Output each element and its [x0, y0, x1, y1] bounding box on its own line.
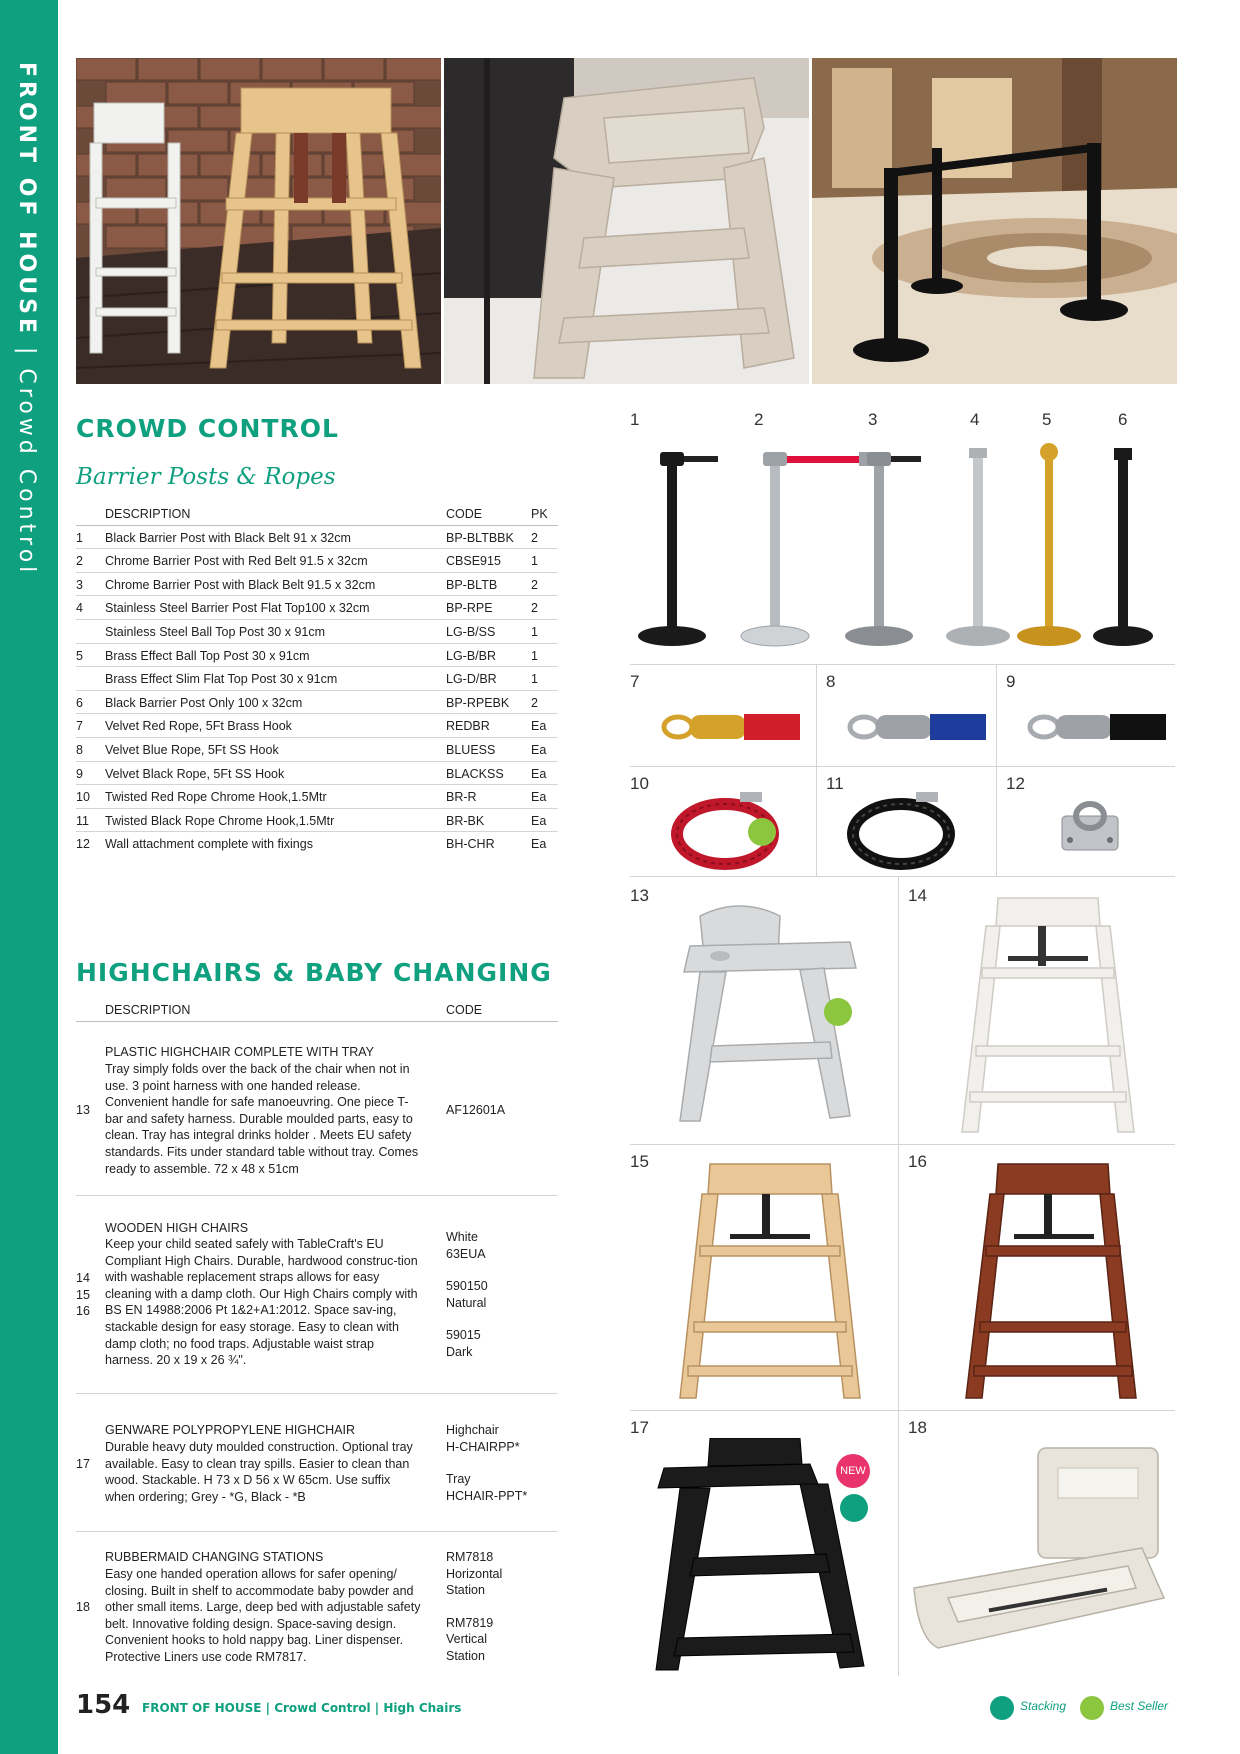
row-number: 11: [76, 813, 89, 828]
product-title: WOODEN HIGH CHAIRS: [105, 1221, 249, 1235]
row-description: Stainless Steel Ball Top Post 30 x 91cm: [105, 624, 326, 639]
product-label-6: 6: [1118, 410, 1128, 429]
product-cell-13: [630, 886, 892, 1140]
product-code: [446, 1102, 556, 1119]
product-label-1: 1: [630, 410, 640, 429]
natural-wooden-highchair-icon: [660, 1162, 870, 1402]
product-label-11: 11: [826, 774, 844, 793]
product-number: 18: [76, 1600, 90, 1614]
row-code: LG-D/BR: [446, 672, 497, 687]
product-code: [446, 1549, 556, 1665]
row-pack: 1: [531, 624, 538, 639]
product-code: [446, 1229, 556, 1361]
table-row: [76, 832, 558, 856]
row-code: BR-R: [446, 790, 477, 805]
footer-navigation: FRONT OF HOUSE | Crowd Control | High Chairs: [142, 1701, 462, 1715]
row-description: Black Barrier Post Only 100 x 32cm: [105, 695, 303, 710]
product-description: Keep your child seated safely with TableCraft's EU Compliant High Chairs. Durable, hardwood construc-tion with washable replacement straps allows for easy cleaning with a damp cloth. Our High Chairs comply with BS EN 14988:2006 Pt 1&2+A1:2012. Space sav-ing, stackable design for easy storage. Easy to clean with damp cloth; no food traps. Adjustable waist strap harness. 20 x 19 x 26 ¾".: [105, 1237, 418, 1368]
table-row: [76, 573, 558, 597]
product-label-10: 10: [630, 774, 649, 793]
dark-wooden-highchair-icon: [938, 1162, 1148, 1402]
legend-stacking: Stacking: [1020, 1699, 1067, 1713]
row-description: Velvet Black Rope, 5Ft SS Hook: [105, 766, 285, 781]
product-number: 13: [76, 1103, 90, 1117]
side-band: [0, 0, 58, 1754]
column-header-pk: PK: [531, 507, 548, 521]
grid-divider: [630, 766, 1175, 767]
product-code-line: White: [446, 1230, 478, 1244]
product-label-8: 8: [826, 672, 836, 691]
side-title-light: Crowd Control: [14, 368, 39, 577]
side-title-bold: FRONT OF HOUSE: [14, 62, 39, 337]
row-pack: Ea: [531, 813, 547, 828]
product-code-line: RM7819: [446, 1615, 494, 1630]
grid-divider: [996, 766, 997, 876]
product-block-genware-highchair: [76, 1394, 558, 1532]
new-badge: NEW: [836, 1454, 870, 1488]
product-label-2: 2: [754, 410, 764, 429]
product-label-14: 14: [908, 886, 927, 905]
grid-divider: [630, 876, 1175, 877]
product-label-18: 18: [908, 1418, 927, 1437]
row-number: 6: [76, 695, 83, 710]
product-code-line: Vertical: [446, 1632, 487, 1647]
table-row: [76, 667, 558, 691]
row-pack: 1: [531, 648, 538, 663]
row-code: BLUESS: [446, 742, 496, 757]
product-cell-10: [630, 774, 810, 874]
table-row: [76, 809, 558, 833]
product-cell-7: [630, 672, 810, 768]
wall-attachment-icon: [1056, 798, 1126, 858]
product-cell-8: [826, 672, 996, 768]
product-cell-17: [630, 1418, 892, 1680]
table-row: [76, 644, 558, 668]
barrier-posts-subheading: Barrier Posts & Ropes: [76, 464, 336, 490]
table-row: [76, 526, 558, 550]
grid-divider: [996, 664, 997, 766]
table-row: [76, 620, 558, 644]
row-pack: Ea: [531, 790, 547, 805]
product-title: PLASTIC HIGHCHAIR COMPLETE WITH TRAY: [105, 1045, 375, 1059]
product-description: Durable heavy duty moulded construction. Optional tray available. Easy to clean tray spills. Easier to clean than wood. Stackable. H 73 x D 56 x W 65cm. Use suffix when ordering; Grey - *G, Black - *B: [105, 1440, 413, 1504]
black-velvet-rope-icon: [1026, 702, 1166, 752]
product-code-line: Highchair: [446, 1423, 499, 1437]
product-code-line: Station: [446, 1583, 485, 1598]
row-pack: Ea: [531, 742, 547, 757]
product-block-rubbermaid-changing: [76, 1532, 558, 1670]
product-cell-18: [908, 1418, 1174, 1680]
row-pack: 1: [531, 672, 538, 687]
red-twisted-rope-icon: [670, 784, 810, 874]
row-code: BP-RPEBK: [446, 695, 510, 710]
product-code-spacer: [446, 1599, 556, 1615]
product-cell-15: [630, 1152, 892, 1406]
column-header-description: DESCRIPTION: [105, 507, 191, 521]
product-cell-12: [1006, 774, 1176, 874]
product-title: RUBBERMAID CHANGING STATIONS: [105, 1550, 324, 1564]
row-pack: 1: [531, 554, 538, 569]
product-code-line: HCHAIR-PPT*: [446, 1488, 528, 1503]
product-cell-16: [908, 1152, 1174, 1406]
row-code: BLACKSS: [446, 766, 504, 781]
product-code-line: Natural: [446, 1295, 487, 1310]
row-description: Wall attachment complete with fixings: [105, 837, 313, 852]
grid-divider: [630, 664, 1175, 665]
row-code: BP-BLTB: [446, 577, 498, 592]
row-description: Black Barrier Post with Black Belt 91 x 32cm: [105, 530, 351, 545]
product-description: Easy one handed operation allows for safer opening/ closing. Built in shelf to accommodate baby powder and other small items. Large, deep bed with adjustable safety belt. Innovative folding design. Space-saving design. Convenient hooks to hold nappy bag. Liner dispenser. Protective Liners use code RM7817.: [105, 1567, 421, 1664]
product-code-line: 59015: [446, 1328, 481, 1343]
row-number: 10: [76, 790, 90, 805]
product-number: 17: [76, 1457, 90, 1471]
row-code: BP-BLTBBK: [446, 530, 514, 545]
product-code-line: AF12601A: [446, 1103, 506, 1117]
highchairs-table-header: [76, 1000, 558, 1022]
row-pack: 2: [531, 695, 538, 710]
product-title: GENWARE POLYPROPYLENE HIGHCHAIR: [105, 1423, 356, 1437]
row-code: BP-RPE: [446, 601, 493, 616]
row-description: Twisted Black Rope Chrome Hook,1.5Mtr: [105, 813, 335, 828]
row-pack: Ea: [531, 766, 547, 781]
row-description: Velvet Blue Rope, 5Ft SS Hook: [105, 742, 279, 757]
grid-divider: [816, 766, 817, 876]
product-code-line: 63EUA: [446, 1246, 486, 1261]
best-seller-icon: [748, 818, 776, 846]
row-description: Brass Effect Slim Flat Top Post 30 x 91cm: [105, 672, 338, 687]
product-code-line: Horizontal: [446, 1566, 503, 1581]
black-twisted-rope-icon: [846, 784, 986, 874]
row-number: 5: [76, 648, 83, 663]
table-row: [76, 785, 558, 809]
white-wooden-highchair-icon: [938, 896, 1148, 1136]
row-code: BH-CHR: [446, 837, 495, 852]
product-cell-9: [1006, 672, 1176, 768]
product-cell-14: [908, 886, 1174, 1140]
baby-changing-station-icon: [908, 1438, 1174, 1668]
side-title: [14, 62, 39, 576]
product-label-7: 7: [630, 672, 640, 691]
table-row: [76, 596, 558, 620]
best-seller-icon: [1080, 1696, 1104, 1720]
product-cell-11: [826, 774, 996, 874]
grid-divider: [898, 876, 899, 1676]
table-row: [76, 714, 558, 738]
row-description: Chrome Barrier Post with Red Belt 91.5 x 32cm: [105, 554, 368, 569]
product-code-spacer: [446, 1311, 556, 1327]
row-code: CBSE915: [446, 554, 501, 569]
red-velvet-rope-icon: [660, 702, 800, 752]
table-header-row: [76, 502, 558, 526]
row-pack: 2: [531, 577, 538, 592]
hero-photo-barrier-posts: [812, 58, 1177, 384]
product-code-line: 590150: [446, 1279, 488, 1294]
side-title-separator: |: [14, 347, 39, 359]
row-description: Twisted Red Rope Chrome Hook,1.5Mtr: [105, 790, 327, 805]
row-number: 4: [76, 601, 83, 616]
product-label-9: 9: [1006, 672, 1016, 691]
product-label-13: 13: [630, 886, 649, 905]
table-row: [76, 691, 558, 715]
row-description: Brass Effect Ball Top Post 30 x 91cm: [105, 648, 310, 663]
row-pack: Ea: [531, 837, 547, 852]
product-label-4: 4: [970, 410, 980, 429]
page-number: 154: [76, 1690, 131, 1720]
row-description: Chrome Barrier Post with Black Belt 91.5 x 32cm: [105, 577, 376, 592]
hero-photo-plastic-highchair: [444, 58, 809, 384]
row-code: REDBR: [446, 719, 490, 734]
product-block-plastic-highchair: [76, 1022, 558, 1196]
product-label-15: 15: [630, 1152, 649, 1171]
barrier-products-table: [76, 502, 558, 856]
product-description: Tray simply folds over the back of the chair when not in use. 3 point harness with one handed release. Convenient handle for safe manoeuvring. One piece T-bar and safety harness. Durable moulded parts, easy to clean. Tray has integral drinks holder . Meets EU safety standards. Fits under standard table without tray. Comes ready to assemble. 72 x 48 x 51cm: [105, 1062, 419, 1176]
stacking-icon: [990, 1696, 1014, 1720]
blue-velvet-rope-icon: [846, 702, 986, 752]
row-number: 9: [76, 766, 83, 781]
product-code-spacer: [446, 1455, 556, 1471]
barrier-posts-illustration: [630, 430, 1175, 658]
row-code: BR-BK: [446, 813, 485, 828]
product-code: [446, 1422, 556, 1504]
grid-divider: [630, 1144, 1175, 1145]
stacking-icon: [840, 1494, 868, 1522]
product-code-line: Dark: [446, 1344, 473, 1359]
row-number: 2: [76, 554, 83, 569]
best-seller-icon: [824, 998, 852, 1026]
row-code: LG-B/SS: [446, 624, 496, 639]
product-code-line: Station: [446, 1648, 485, 1663]
product-code-line: Tray: [446, 1472, 471, 1487]
hero-photo-wooden-highchairs: [76, 58, 441, 384]
highchairs-heading: HIGHCHAIRS & BABY CHANGING: [76, 958, 552, 987]
product-code-spacer: [446, 1262, 556, 1278]
crowd-control-heading: CROWD CONTROL: [76, 414, 339, 443]
product-code-line: RM7818: [446, 1550, 494, 1564]
table-row: [76, 762, 558, 786]
row-code: LG-B/BR: [446, 648, 497, 663]
row-description: Velvet Red Rope, 5Ft Brass Hook: [105, 719, 292, 734]
table-row: [76, 738, 558, 762]
product-label-17: 17: [630, 1418, 649, 1437]
row-number: 12: [76, 837, 90, 852]
table-row: [76, 549, 558, 573]
product-label-5: 5: [1042, 410, 1052, 429]
product-label-16: 16: [908, 1152, 927, 1171]
row-number: 1: [76, 530, 83, 545]
row-pack: 2: [531, 601, 538, 616]
row-number: 8: [76, 742, 83, 757]
column-header-code: CODE: [446, 507, 483, 521]
row-pack: 2: [531, 530, 538, 545]
grid-divider: [630, 1410, 1175, 1411]
row-pack: Ea: [531, 719, 547, 734]
barrier-posts-image-panel: [630, 410, 1175, 658]
product-label-3: 3: [868, 410, 878, 429]
row-description: Stainless Steel Barrier Post Flat Top100 x 32cm: [105, 601, 370, 616]
product-block-wooden-highchairs: [76, 1196, 558, 1394]
product-code-line: H-CHAIRPP*: [446, 1439, 520, 1454]
column-header-code: CODE: [446, 1003, 483, 1017]
row-number: 3: [76, 577, 83, 592]
grid-divider: [816, 664, 817, 766]
product-number: 14 15 16: [76, 1271, 90, 1319]
column-header-description: DESCRIPTION: [105, 1003, 191, 1017]
row-number: 7: [76, 719, 83, 734]
legend-best-seller: Best Seller: [1110, 1699, 1169, 1713]
product-label-12: 12: [1006, 774, 1025, 793]
